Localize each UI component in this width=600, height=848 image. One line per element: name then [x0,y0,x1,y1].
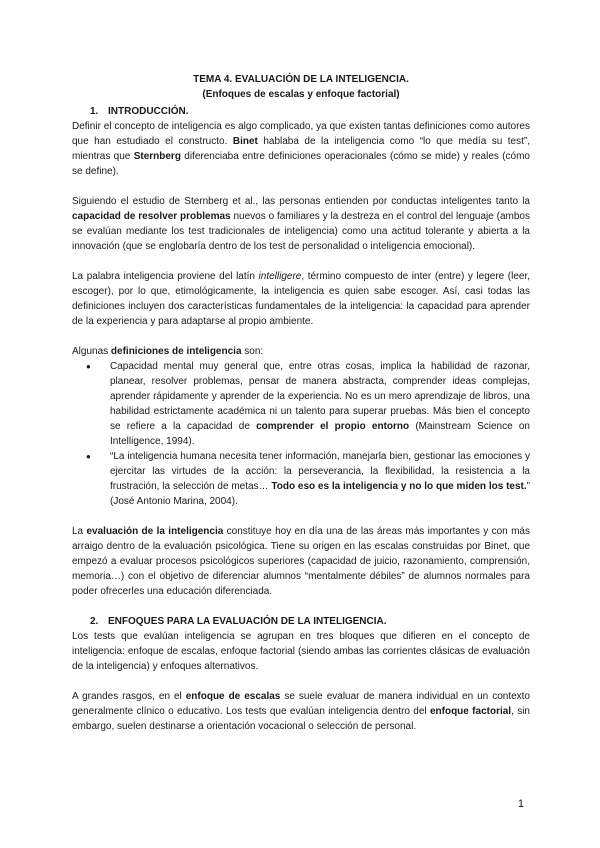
definitions-list [72,359,530,509]
paragraph-evaluacion [72,524,530,599]
text-span: ” (José Antonio Marina, 2004). [110,481,530,507]
text-span: , término compuesto de inter (entre) y legere (leer, escoger), por lo que, etimológicamente, la inteligencia es quien sabe escoger. Así, casi todas las definiciones incluyen dos características fundamentales de la inteligencia: la capacidad para aprender de la experiencia y para adaptarse al propio ambiente. [72,271,531,327]
paragraph-definir [72,119,530,179]
text-span: diferenciaba entre definiciones operacionales (cómo se mide) y reales (cómo se define). [72,151,530,177]
paragraph-siguiendo [72,194,530,254]
text-span: Siguiendo el estudio de Sternberg et al., las personas entienden por conductas inteligentes tanto la [72,196,530,207]
text-span: hablaba de la inteligencia como “lo que medía su test”, mientras que [72,136,531,162]
text-span: Capacidad mental muy general que, entre otras cosas, implica la habilidad de razonar, planear, resolver problemas, pensar de manera abstracta, comprender ideas complejas, aprender rápidamente y aprender de la experiencia. No es un mero aprendizaje de libros, una habilidad estrictamente académica ni un talento para superar pruebas. Más bien el concepto se refiere a la capacidad de [110,361,530,432]
page-number: 1 [517,798,524,810]
section-title: INTRODUCCIÓN. [108,106,189,117]
bold-binet: Binet [232,136,258,147]
section-heading-introduccion [72,104,530,119]
text-span: “La inteligencia humana necesita tener información, manejarla bien, gestionar las emociones y ejercitar las virtudes de la acción: la perseverancia, la flexibilidad, la resistencia a la frustración, la selección de metas… [110,451,530,492]
paragraph-palabra [72,269,530,329]
text-span: Algunas [72,346,111,357]
paragraph-grandes-rasgos [72,689,530,734]
bold-sternberg: Sternberg [133,151,181,162]
bold-capacidad: capacidad de resolver problemas [72,211,231,222]
text-span: (Mainstream Science on Intelligence, 1994). [110,421,530,447]
text-span: son: [241,346,264,357]
bold-enfoque-factorial: enfoque factorial [429,706,512,717]
text-span: se suele evaluar de manera individual en un contexto generalmente clínico o educativo. Los tests que evalúan inteligencia dentro del [72,691,530,717]
text-span: A grandes rasgos, en el [72,691,186,702]
text-span: , sin embargo, suelen destinarse a orientación vocacional o selección de personal. [72,706,530,732]
document-subtitle: (Enfoques de escalas y enfoque factorial) [202,89,400,100]
list-item [110,359,530,449]
paragraph-algunas [72,344,530,359]
bold-enfoque-escalas: enfoque de escalas [185,691,281,702]
section-number: 1. [90,106,99,117]
document-title: TEMA 4. EVALUACIÓN DE LA INTELIGENCIA. [193,74,409,85]
text-span: La palabra inteligencia proviene del latín [72,271,259,282]
section-number: 2. [90,616,99,627]
italic-intelligere: intelligere [258,271,302,282]
section-title: ENFOQUES PARA LA EVALUACIÓN DE LA INTELIGENCIA. [108,616,387,627]
text-span: La [72,526,87,537]
bold-todo-eso: Todo eso es la inteligencia y no lo que miden los test. [271,481,527,492]
section-heading-enfoques [72,614,530,629]
bold-evaluacion: evaluación de la inteligencia [86,526,224,537]
list-item [110,449,530,509]
page-content [72,72,530,734]
paragraph-tests: Los tests que evalúan inteligencia se agrupan en tres bloques que difieren en el concepto de inteligencia: enfoque de escalas, enfoque factorial (siendo ambas las corrientes clásicas de evaluación de la inteligencia) y enfoques alternativos. [72,631,530,672]
bold-definiciones: definiciones de inteligencia [110,346,242,357]
text-span: constituye hoy en día una de las áreas más importantes y con más arraigo dentro de la evaluación psicológica. Tiene su origen en las escalas construidas por Binet, que empezó a evaluar procesos psicológicos superiores (capacidad de juicio, razonamiento, comprensión, memoria…) con el objetivo de diferenciar alumnos “mentalmente débiles” de alumnos normales para poder ofrecerles una educación diferenciada. [72,526,530,597]
text-span: Definir el concepto de inteligencia es algo complicado, ya que existen tantas definiciones como autores que han estudiado el constructo. [72,121,530,147]
text-span: nuevos o familiares y la destreza en el control del lenguaje (ambos se evalúan mediante los test tradicionales de inteligencia) como una actitud tolerante y abierta a la innovación (que se englobaría dentro de los test de personalidad o inteligencia emocional). [72,211,530,252]
bold-comprender: comprender el propio entorno [256,421,410,432]
